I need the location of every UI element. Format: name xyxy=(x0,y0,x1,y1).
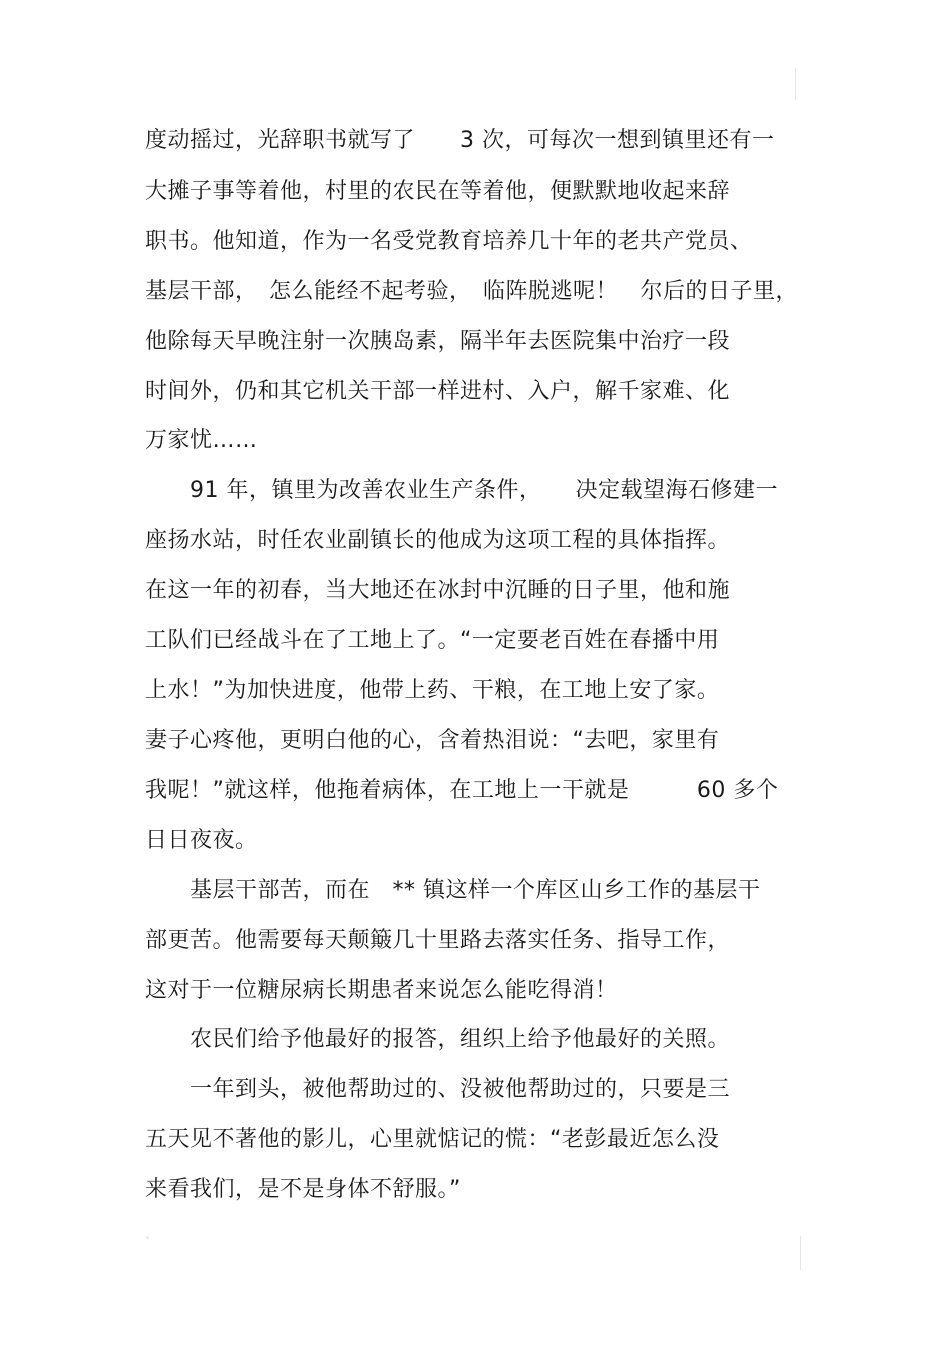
text-line: 农民们给予他最好的报答，组织上给予他最好的关照。 xyxy=(145,1027,731,1052)
page-corner-mark xyxy=(146,1236,149,1239)
text-line: 基层干部， 怎么能经不起考验， 临阵脱逃呢！ 尔后的日子里， xyxy=(145,279,799,304)
text-line: 职书。他知道，作为一名受党教育培养几十年的老共产党员、 xyxy=(145,229,753,254)
text-line: 五天见不著他的影儿，心里就惦记的慌：“老彭最近怎么没 xyxy=(145,1127,720,1152)
text-line: 万家忧…… xyxy=(145,428,258,453)
text-line: 日日夜夜。 xyxy=(145,828,258,853)
text-line: 一年到头，被他帮助过的、没被他帮助过的，只要是三 xyxy=(145,1077,731,1102)
text-line: 他除每天早晚注射一次胰岛素，隔半年去医院集中治疗一段 xyxy=(145,329,731,354)
text-line: 度动摇过，光辞职书就写了 3 次，可每次一想到镇里还有一 xyxy=(145,128,775,153)
text-line: 大摊子事等着他，村里的农民在等着他，便默默地收起来辞 xyxy=(145,179,731,204)
text-line: 上水！”为加快进度，他带上药、干粮，在工地上安了家。 xyxy=(145,678,720,703)
text-line: 我呢！”就这样，他拖着病体，在工地上一干就是 60 多个 xyxy=(145,778,779,803)
text-line: 部更苦。他需要每天颠簸几十里路去落实任务、指导工作， xyxy=(145,928,731,953)
page-edge-mark-bottom xyxy=(800,1236,801,1270)
text-line: 工队们已经战斗在了工地上了。“一定要老百姓在春播中用 xyxy=(145,628,720,653)
text-line: 妻子心疼他，更明白他的心，含着热泪说：“去吧，家里有 xyxy=(145,728,720,753)
text-line: 在这一年的初春，当大地还在冰封中沉睡的日子里，他和施 xyxy=(145,578,731,603)
text-line: 基层干部苦，而在 ** 镇这样一个库区山乡工作的基层干 xyxy=(145,878,761,903)
text-line: 91 年，镇里为改善农业生产条件， 决定载望海石修建一 xyxy=(145,478,778,503)
text-line: 时间外，仍和其它机关干部一样进村、入户，解千家难、化 xyxy=(145,379,731,404)
text-line: 座扬水站，时任农业副镇长的他成为这项工程的具体指挥。 xyxy=(145,528,731,553)
text-line: 来看我们，是不是身体不舒服。” xyxy=(145,1177,461,1202)
page-edge-mark-top xyxy=(795,68,796,100)
text-line: 这对于一位糖尿病长期患者来说怎么能吃得消！ xyxy=(145,978,618,1003)
